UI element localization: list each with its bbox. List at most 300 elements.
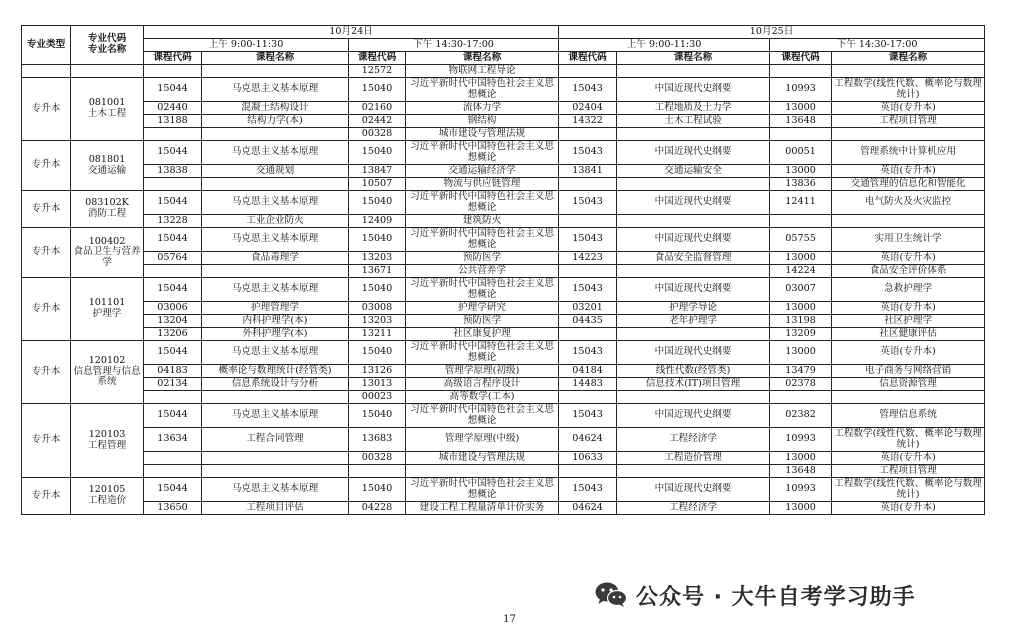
course-code	[559, 178, 617, 191]
course-code: 15044	[144, 78, 202, 102]
schedule-row	[22, 278, 985, 302]
major-code: 100402	[88, 235, 126, 247]
course-code	[559, 215, 617, 228]
course-code: 13228	[144, 215, 202, 228]
course-code: 15043	[559, 228, 617, 252]
course-name	[202, 391, 349, 404]
course-name: 电气防火及火灾监控	[832, 191, 985, 215]
course-name: 食品毒理学	[202, 252, 349, 265]
course-name: 流体力学	[406, 102, 559, 115]
course-name: 英语(专升本)	[832, 165, 985, 178]
course-name: 管理学原理(初级)	[406, 365, 559, 378]
course-code: 03007	[770, 278, 832, 302]
course-name: 线性代数(经管类)	[617, 365, 770, 378]
major-type: 专升本	[22, 78, 71, 141]
course-code: 03006	[144, 302, 202, 315]
course-name: 建筑防火	[406, 215, 559, 228]
course-code	[559, 265, 617, 278]
header-name: 课程名称	[406, 52, 559, 65]
schedule-row	[22, 252, 985, 265]
course-code	[770, 215, 832, 228]
major-type: 专升本	[22, 228, 71, 278]
course-name: 马克思主义基本原理	[202, 78, 349, 102]
course-code: 05764	[144, 252, 202, 265]
major-type: 专升本	[22, 478, 71, 515]
major-code: 081001	[88, 97, 126, 109]
course-name: 英语(专升本)	[832, 502, 985, 515]
cell	[832, 65, 985, 78]
course-code: 15044	[144, 191, 202, 215]
header-category	[22, 26, 71, 65]
course-name: 建设工程工程量清单计价实务	[406, 502, 559, 515]
course-name: 英语(专升本)	[832, 102, 985, 115]
major-name: 交通运输	[87, 164, 127, 176]
course-code: 15043	[559, 404, 617, 428]
schedule-row	[22, 465, 985, 478]
course-name: 马克思主义基本原理	[202, 228, 349, 252]
course-code	[559, 128, 617, 141]
course-name: 中国近现代史纲要	[617, 478, 770, 502]
header-day1-am: 上午 9:00-11:30	[144, 39, 349, 52]
pre-row	[22, 65, 985, 78]
course-name	[202, 128, 349, 141]
course-code: 13838	[144, 165, 202, 178]
course-name: 工业企业防火	[202, 215, 349, 228]
course-code: 15040	[349, 141, 406, 165]
header-code: 课程代码	[349, 52, 406, 65]
course-code: 02382	[770, 404, 832, 428]
course-code: 04184	[559, 365, 617, 378]
course-code: 13000	[770, 341, 832, 365]
course-code: 13000	[770, 165, 832, 178]
cell	[617, 65, 770, 78]
course-code: 02404	[559, 102, 617, 115]
schedule-row	[22, 102, 985, 115]
schedule-row	[22, 178, 985, 191]
schedule-row	[22, 404, 985, 428]
course-name	[406, 465, 559, 478]
course-code: 15040	[349, 78, 406, 102]
course-code: 13013	[349, 378, 406, 391]
cell	[71, 65, 144, 78]
course-code: 13209	[770, 328, 832, 341]
major-name: 土木工程	[87, 108, 127, 119]
course-code: 10993	[770, 428, 832, 452]
course-code: 15040	[349, 191, 406, 215]
course-name: 钢结构	[406, 115, 559, 128]
major-type: 专升本	[22, 191, 71, 228]
course-code: 15044	[144, 278, 202, 302]
course-name	[617, 215, 770, 228]
course-name: 管理信息系统	[832, 404, 985, 428]
course-name: 中国近现代史纲要	[617, 191, 770, 215]
course-code: 13204	[144, 315, 202, 328]
course-code: 13198	[770, 315, 832, 328]
course-code: 15040	[349, 278, 406, 302]
course-code: 15040	[349, 341, 406, 365]
course-name: 交通运输安全	[617, 165, 770, 178]
course-code: 15043	[559, 278, 617, 302]
header-day2-pm: 下午 14:30-17:00	[770, 39, 985, 52]
course-name	[202, 178, 349, 191]
course-code: 13211	[349, 328, 406, 341]
course-name: 英语(专升本)	[832, 302, 985, 315]
course-code: 13841	[559, 165, 617, 178]
course-code: 15040	[349, 478, 406, 502]
schedule-row	[22, 341, 985, 365]
schedule-row	[22, 428, 985, 452]
course-name: 工程数学(线性代数、概率论与数理统计)	[832, 428, 985, 452]
schedule-row	[22, 391, 985, 404]
course-name: 习近平新时代中国特色社会主义思想概论	[406, 141, 559, 165]
major-info	[71, 404, 144, 478]
course-code: 15044	[144, 404, 202, 428]
course-name: 城市建设与管理法规	[406, 452, 559, 465]
schedule-row	[22, 165, 985, 178]
course-name: 中国近现代史纲要	[617, 228, 770, 252]
course-code: 13000	[770, 252, 832, 265]
major-info	[71, 341, 144, 404]
course-name	[617, 178, 770, 191]
course-name: 交通规划	[202, 165, 349, 178]
cell	[144, 65, 202, 78]
course-code: 13203	[349, 252, 406, 265]
header-name: 课程名称	[617, 52, 770, 65]
schedule-row	[22, 228, 985, 252]
course-code: 14224	[770, 265, 832, 278]
header-code: 课程代码	[559, 52, 617, 65]
course-code: 02442	[349, 115, 406, 128]
major-code: 101101	[88, 297, 126, 309]
header-name: 课程名称	[832, 52, 985, 65]
course-name: 英语(专升本)	[832, 252, 985, 265]
major-type: 专升本	[22, 404, 71, 478]
course-code: 04228	[349, 502, 406, 515]
course-name: 习近平新时代中国特色社会主义思想概论	[406, 228, 559, 252]
header-day2: 10月25日	[559, 26, 985, 39]
schedule-row	[22, 365, 985, 378]
major-name: 工程造价	[87, 495, 127, 506]
cell	[770, 65, 832, 78]
course-code: 13847	[349, 165, 406, 178]
course-name: 中国近现代史纲要	[617, 141, 770, 165]
course-code: 05755	[770, 228, 832, 252]
schedule-row	[22, 452, 985, 465]
course-name: 英语(专升本)	[832, 341, 985, 365]
course-code: 04624	[559, 428, 617, 452]
course-code: 13206	[144, 328, 202, 341]
header-code: 课程代码	[144, 52, 202, 65]
course-name: 内科护理学(本)	[202, 315, 349, 328]
course-code: 15043	[559, 191, 617, 215]
course-code: 00328	[349, 452, 406, 465]
header-day2-am: 上午 9:00-11:30	[559, 39, 770, 52]
course-name: 马克思主义基本原理	[202, 341, 349, 365]
schedule-row	[22, 78, 985, 102]
course-name: 英语(专升本)	[832, 452, 985, 465]
course-name	[617, 328, 770, 341]
course-name: 实用卫生统计学	[832, 228, 985, 252]
course-name: 食品安全评价体系	[832, 265, 985, 278]
course-name: 交通管理的信息化和智能化	[832, 178, 985, 191]
course-code: 10993	[770, 78, 832, 102]
schedule-row	[22, 128, 985, 141]
course-name: 社区护理学	[832, 315, 985, 328]
course-name: 习近平新时代中国特色社会主义思想概论	[406, 278, 559, 302]
schedule-row	[22, 502, 985, 515]
course-name: 社区健康评估	[832, 328, 985, 341]
course-code: 13000	[770, 452, 832, 465]
course-name	[617, 128, 770, 141]
course-name: 交通运输经济学	[406, 165, 559, 178]
course-code: 15044	[144, 228, 202, 252]
course-code: 13000	[770, 502, 832, 515]
course-name: 习近平新时代中国特色社会主义思想概论	[406, 341, 559, 365]
course-name: 工程项目评估	[202, 502, 349, 515]
major-code: 120103	[88, 428, 126, 440]
major-name: 工程管理	[87, 439, 127, 451]
schedule-row	[22, 478, 985, 502]
course-name: 工程项目管理	[832, 465, 985, 478]
exam-schedule-table	[21, 25, 985, 515]
major-code: 081801	[88, 153, 126, 165]
course-name: 管理系统中计算机应用	[832, 141, 985, 165]
header-major	[71, 26, 144, 65]
major-name: 护理学	[92, 308, 122, 319]
major-info	[71, 78, 144, 141]
course-name: 信息技术(IT)项目管理	[617, 378, 770, 391]
course-code: 10507	[349, 178, 406, 191]
course-code: 13479	[770, 365, 832, 378]
course-name: 急救护理学	[832, 278, 985, 302]
course-name: 工程数学(线性代数、概率论与数理统计)	[832, 478, 985, 502]
course-code: 13188	[144, 115, 202, 128]
course-code: 00328	[349, 128, 406, 141]
course-name: 结构力学(本)	[202, 115, 349, 128]
course-name: 土木工程试验	[617, 115, 770, 128]
major-name: 消防工程	[87, 208, 127, 219]
course-code: 14322	[559, 115, 617, 128]
major-info	[71, 228, 144, 278]
course-name: 物联网工程导论	[406, 65, 559, 78]
course-name: 习近平新时代中国特色社会主义思想概论	[406, 191, 559, 215]
course-name	[832, 128, 985, 141]
course-name: 老年护理学	[617, 315, 770, 328]
course-code: 02440	[144, 102, 202, 115]
header-code: 课程代码	[770, 52, 832, 65]
course-code: 04183	[144, 365, 202, 378]
course-code	[144, 265, 202, 278]
course-code: 15040	[349, 228, 406, 252]
course-code: 13836	[770, 178, 832, 191]
header-major-code: 专业代码	[87, 33, 127, 45]
course-code	[770, 128, 832, 141]
course-code: 12411	[770, 191, 832, 215]
course-code	[144, 452, 202, 465]
course-name: 预防医学	[406, 252, 559, 265]
page-number: 17	[503, 614, 516, 625]
course-name: 工程经济学	[617, 502, 770, 515]
course-code: 10993	[770, 478, 832, 502]
major-info	[71, 141, 144, 191]
header-day1: 10月24日	[144, 26, 559, 39]
course-code: 15044	[144, 341, 202, 365]
course-name: 信息系统设计与分析	[202, 378, 349, 391]
course-name: 高级语言程序设计	[406, 378, 559, 391]
header-name: 课程名称	[202, 52, 349, 65]
course-code: 12572	[349, 65, 406, 78]
schedule-row	[22, 141, 985, 165]
course-code: 15044	[144, 478, 202, 502]
course-name	[202, 452, 349, 465]
schedule-row	[22, 265, 985, 278]
course-name: 习近平新时代中国特色社会主义思想概论	[406, 404, 559, 428]
course-name: 食品安全监督管理	[617, 252, 770, 265]
schedule-row	[22, 328, 985, 341]
course-code: 13648	[770, 115, 832, 128]
course-code: 14483	[559, 378, 617, 391]
course-name: 概率论与数理统计(经管类)	[202, 365, 349, 378]
course-code: 13000	[770, 102, 832, 115]
course-code: 13683	[349, 428, 406, 452]
course-name	[617, 391, 770, 404]
course-name: 电子商务与网络营销	[832, 365, 985, 378]
course-name	[832, 391, 985, 404]
course-name: 外科护理学(本)	[202, 328, 349, 341]
course-name: 工程地质及土力学	[617, 102, 770, 115]
course-code	[770, 391, 832, 404]
course-code	[349, 465, 406, 478]
course-name: 护理管理学	[202, 302, 349, 315]
course-code: 15043	[559, 341, 617, 365]
course-code: 14223	[559, 252, 617, 265]
schedule-row	[22, 302, 985, 315]
major-info	[71, 478, 144, 515]
course-code: 04435	[559, 315, 617, 328]
schedule-row	[22, 191, 985, 215]
course-code: 13203	[349, 315, 406, 328]
course-name: 信息资源管理	[832, 378, 985, 391]
course-code	[144, 128, 202, 141]
course-code: 15043	[559, 78, 617, 102]
course-name: 城市建设与管理法规	[406, 128, 559, 141]
course-name	[202, 465, 349, 478]
course-code: 00051	[770, 141, 832, 165]
course-name: 工程造价管理	[617, 452, 770, 465]
cell	[559, 65, 617, 78]
course-name: 习近平新时代中国特色社会主义思想概论	[406, 78, 559, 102]
course-name: 护理学导论	[617, 302, 770, 315]
header-day1-pm: 下午 14:30-17:00	[349, 39, 559, 52]
course-name	[202, 265, 349, 278]
course-name	[617, 265, 770, 278]
course-name	[617, 465, 770, 478]
course-name: 物流与供应链管理	[406, 178, 559, 191]
cell	[202, 65, 349, 78]
course-name: 马克思主义基本原理	[202, 141, 349, 165]
course-code: 02378	[770, 378, 832, 391]
schedule-row	[22, 115, 985, 128]
course-code	[559, 465, 617, 478]
course-name: 工程数学(线性代数、概率论与数理统计)	[832, 78, 985, 102]
course-name: 马克思主义基本原理	[202, 404, 349, 428]
course-name: 习近平新时代中国特色社会主义思想概论	[406, 478, 559, 502]
course-name: 高等数学(工本)	[406, 391, 559, 404]
course-code: 04624	[559, 502, 617, 515]
course-code: 10633	[559, 452, 617, 465]
major-code: 083102K	[85, 197, 129, 209]
header-major-name: 专业名称	[87, 44, 127, 55]
schedule-row	[22, 315, 985, 328]
cell	[22, 65, 71, 78]
major-code: 120105	[88, 484, 126, 496]
course-name	[832, 215, 985, 228]
schedule-row	[22, 215, 985, 228]
major-info	[71, 278, 144, 341]
course-name: 护理学研究	[406, 302, 559, 315]
course-code: 12409	[349, 215, 406, 228]
course-name: 马克思主义基本原理	[202, 478, 349, 502]
course-code: 15043	[559, 141, 617, 165]
course-code: 15043	[559, 478, 617, 502]
course-name: 中国近现代史纲要	[617, 78, 770, 102]
major-type: 专升本	[22, 341, 71, 404]
course-code: 03008	[349, 302, 406, 315]
major-type: 专升本	[22, 278, 71, 341]
course-name: 社区康复护理	[406, 328, 559, 341]
course-name: 预防医学	[406, 315, 559, 328]
course-name: 工程项目管理	[832, 115, 985, 128]
course-name: 马克思主义基本原理	[202, 278, 349, 302]
header-category-text: 专业类型	[26, 38, 66, 50]
course-name: 公共营养学	[406, 265, 559, 278]
course-code: 00023	[349, 391, 406, 404]
major-name: 食品卫生与营养学	[73, 246, 141, 268]
course-name: 工程经济学	[617, 428, 770, 452]
wechat-icon	[594, 581, 628, 609]
course-code	[144, 178, 202, 191]
course-name: 中国近现代史纲要	[617, 278, 770, 302]
course-code: 13650	[144, 502, 202, 515]
major-code: 120102	[88, 355, 126, 367]
watermark-text: 公众号 · 大牛自考学习助手	[636, 584, 916, 610]
course-code	[144, 465, 202, 478]
course-name: 中国近现代史纲要	[617, 404, 770, 428]
course-name: 混凝土结构设计	[202, 102, 349, 115]
course-name: 马克思主义基本原理	[202, 191, 349, 215]
course-code: 13648	[770, 465, 832, 478]
course-code: 13000	[770, 302, 832, 315]
course-code: 13634	[144, 428, 202, 452]
course-code: 02134	[144, 378, 202, 391]
course-name: 中国近现代史纲要	[617, 341, 770, 365]
course-code: 02160	[349, 102, 406, 115]
course-code: 13671	[349, 265, 406, 278]
course-name: 工程合同管理	[202, 428, 349, 452]
major-info	[71, 191, 144, 228]
course-code: 13126	[349, 365, 406, 378]
course-name: 管理学原理(中级)	[406, 428, 559, 452]
course-code: 03201	[559, 302, 617, 315]
course-code	[144, 391, 202, 404]
course-code: 15044	[144, 141, 202, 165]
major-type: 专升本	[22, 141, 71, 191]
watermark	[594, 577, 916, 613]
course-code	[559, 328, 617, 341]
course-code	[559, 391, 617, 404]
course-code: 15040	[349, 404, 406, 428]
major-name: 信息管理与信息系统	[73, 365, 141, 388]
